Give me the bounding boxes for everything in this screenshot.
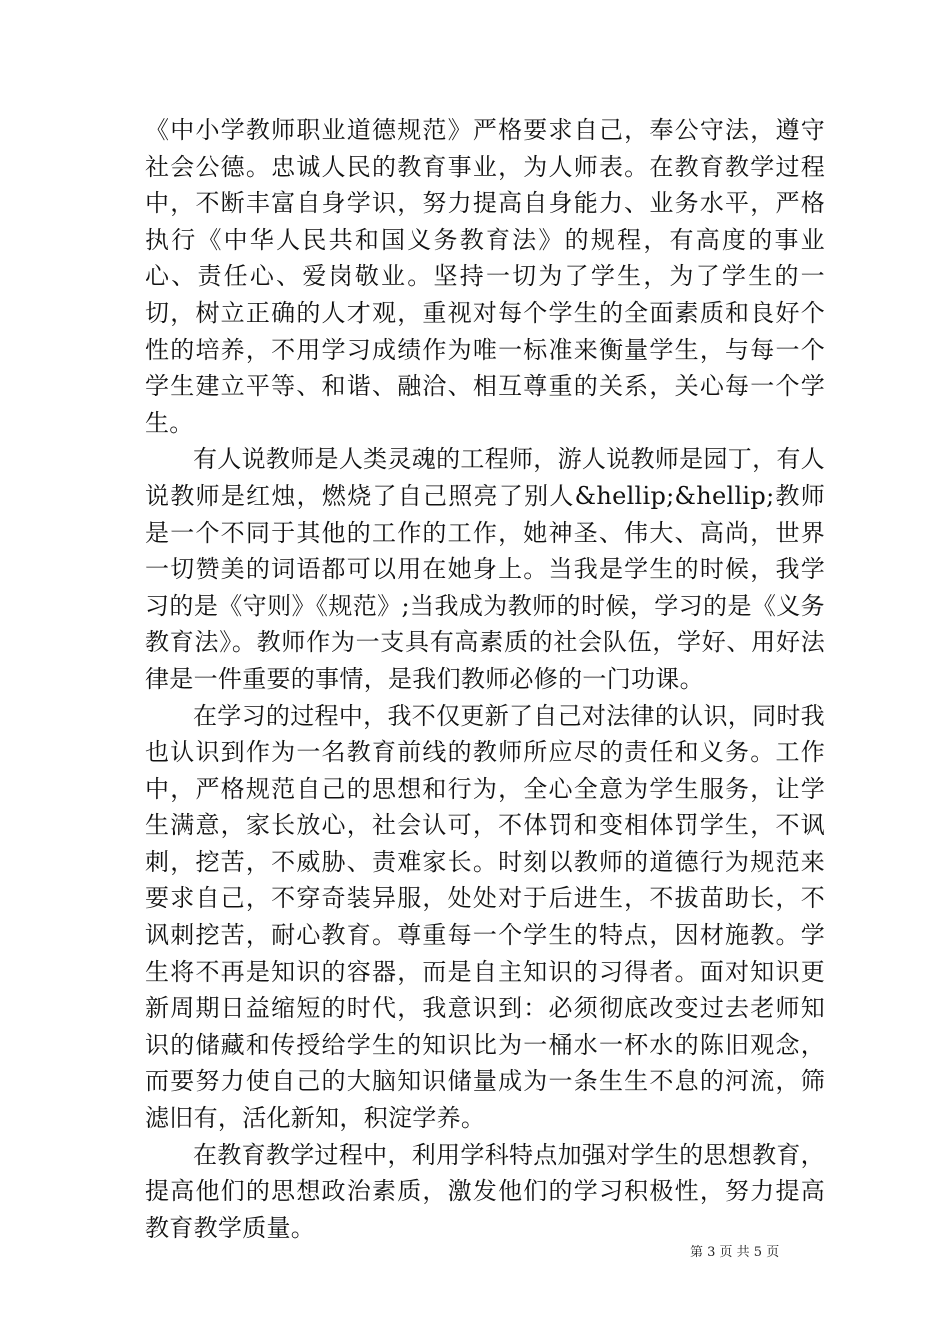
page-number-footer: 第 3 页 共 5 页: [690, 1245, 780, 1260]
paragraph-4: 在教育教学过程中，利用学科特点加强对学生的思想教育，提高他们的思想政治素质，激发他们的学习积极性，努力提高教育教学质量。: [145, 1140, 825, 1242]
document-body: [145, 112, 825, 1246]
paragraph-1: 《中小学教师职业道德规范》严格要求自己，奉公守法，遵守社会公德。忠诚人民的教育事业，为人师表。在教育教学过程中，不断丰富自身学识，努力提高自身能力、业务水平，严格执行《中华人民共和国义务教育法》的规程，有高度的事业心、责任心、爱岗敬业。坚持一切为了学生，为了学生的一切，树立正确的人才观，重视对每个学生的全面素质和良好个性的培养，不用学习成绩作为唯一标准来衡量学生，与每一个学生建立平等、和谐、融洽、相互尊重的关系，关心每一个学生。: [145, 116, 825, 437]
paragraph-2: 有人说教师是人类灵魂的工程师，游人说教师是园丁，有人说教师是红烛，燃烧了自己照亮了别人&hellip;&hellip;教师是一个不同于其他的工作的工作，她神圣、伟大、高尚，世界一切赞美的词语都可以用在她身上。当我是学生的时候，我学习的是《守则》《规范》;当我成为教师的时候，学习的是《义务教育法》。教师作为一支具有高素质的社会队伍，学好、用好法律是一件重要的事情，是我们教师必修的一门功课。: [145, 445, 825, 693]
paragraph-3: 在学习的过程中，我不仅更新了自己对法律的认识，同时我也认识到作为一名教育前线的教师所应尽的责任和义务。工作中，严格规范自己的思想和行为，全心全意为学生服务，让学生满意，家长放心，社会认可，不体罚和变相体罚学生，不讽刺，挖苦，不威胁、责难家长。时刻以教师的道德行为规范来要求自己，不穿奇装异服，处处对于后进生，不拔苗助长，不讽刺挖苦，耐心教育。尊重每一个学生的特点，因材施教。学生将不再是知识的容器，而是自主知识的习得者。面对知识更新周期日益缩短的时代，我意识到：必须彻底改变过去老师知识的储藏和传授给学生的知识比为一桶水一杯水的陈旧观念，而要努力使自己的大脑知识储量成为一条生生不息的河流，筛滤旧有，活化新知，积淀学养。: [145, 701, 825, 1133]
